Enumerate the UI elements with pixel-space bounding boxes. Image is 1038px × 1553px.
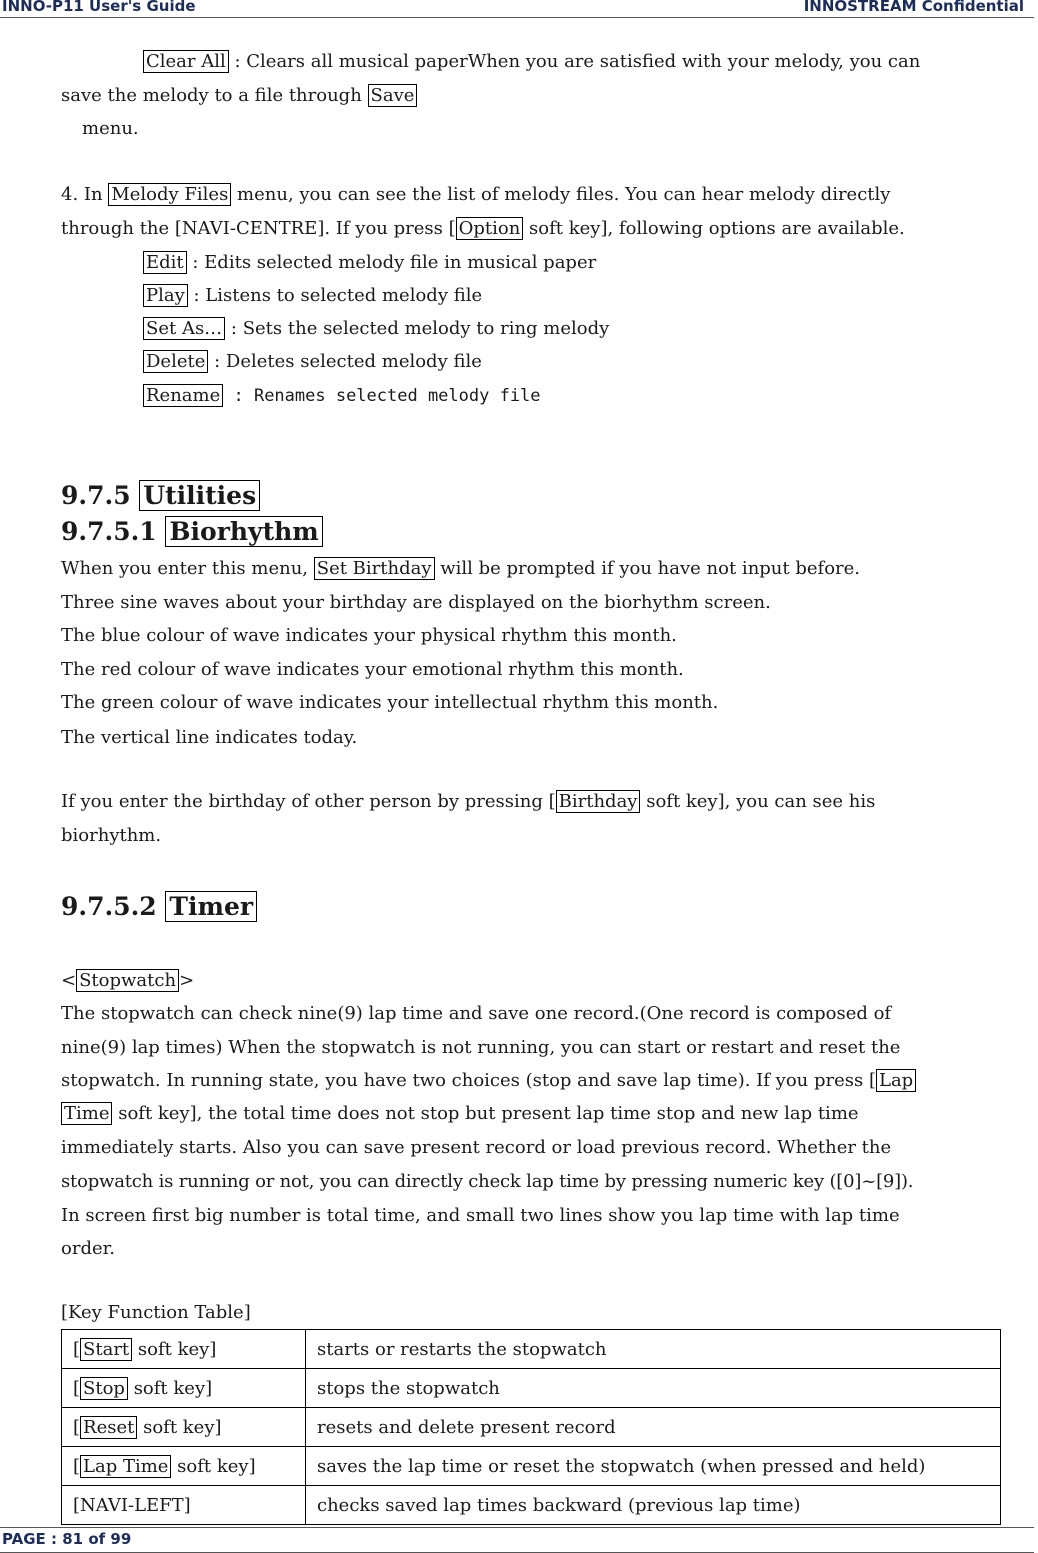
option-delete-term: Delete <box>143 350 208 373</box>
table-key-cell <box>62 1447 306 1486</box>
key-pre: [ <box>73 1416 81 1438</box>
table-row <box>62 1486 1001 1525</box>
heading-utilities <box>61 480 260 512</box>
sw-l4-post: soft key], the total time does not stop but present lap time stop and new lap time <box>112 1103 859 1124</box>
table-row <box>62 1408 1001 1447</box>
heading-timer <box>61 891 257 923</box>
table-desc-cell: starts or restarts the stopwatch <box>306 1330 1001 1369</box>
option-edit-term: Edit <box>143 251 187 274</box>
table-desc-cell: checks saved lap times backward (previous lap time) <box>306 1486 1001 1525</box>
table-key-cell <box>62 1408 306 1447</box>
melody-l2-post: soft key], following options are available. <box>523 218 905 239</box>
page-header <box>0 0 1034 18</box>
clear-all-line <box>143 51 920 73</box>
option-rename <box>143 385 541 407</box>
page-number: PAGE : 81 of 99 <box>2 1530 132 1548</box>
table-key-cell <box>62 1486 306 1525</box>
stopwatch-line-3 <box>61 1070 916 1092</box>
option-set-as <box>143 318 609 340</box>
option-set-as-term: Set As… <box>143 317 225 340</box>
heading-biorhythm <box>61 516 323 548</box>
clear-all-desc: : Clears all musical paperWhen you are satisfied with your melody, you can <box>228 51 921 72</box>
key-post: soft key] <box>171 1455 256 1477</box>
heading-biorhythm-title: Biorhythm <box>165 516 322 547</box>
bio-p2-pre: If you enter the birthday of other person by pressing [ <box>61 791 556 812</box>
melody-l2-pre: through the [NAVI-CENTRE]. If you press [ <box>61 218 456 239</box>
melody-l1-post: menu, you can see the list of melody files. You can hear melody directly <box>231 184 891 205</box>
heading-utilities-title: Utilities <box>139 480 260 511</box>
table-key-cell <box>62 1330 306 1369</box>
key-pre: [ <box>73 1338 81 1360</box>
key-function-table <box>61 1329 1001 1525</box>
header-doc-title: INNO-P11 User's Guide <box>2 0 196 15</box>
stopwatch-line-6: stopwatch is running or not, you can directly check lap time by pressing numeric key ([0]~[9]). <box>61 1171 914 1192</box>
stopwatch-line-5: immediately starts. Also you can save present record or load previous record. Whether the <box>61 1137 892 1158</box>
stopwatch-heading <box>61 970 194 992</box>
key-post: [NAVI-LEFT] <box>73 1494 191 1516</box>
reset-term: Reset <box>80 1416 137 1439</box>
biorhythm-line-1 <box>61 558 860 580</box>
key-post: soft key] <box>137 1416 222 1438</box>
header-confidential: INNOSTREAM Confidential <box>803 0 1024 15</box>
key-post: soft key] <box>127 1377 213 1399</box>
stopwatch-bracket-right: > <box>179 970 195 991</box>
melody-l1-pre: 4. In <box>61 184 109 205</box>
biorhythm-line-4: The red colour of wave indicates your emotional rhythm this month. <box>61 659 684 680</box>
option-delete <box>143 351 482 373</box>
stopwatch-line-8: order. <box>61 1238 115 1259</box>
biorhythm-para-2-line-2: biorhythm. <box>61 825 162 846</box>
heading-timer-title: Timer <box>165 891 257 922</box>
birthday-term: Birthday <box>556 790 641 813</box>
option-play <box>143 285 482 307</box>
option-term: Option <box>456 217 524 240</box>
heading-utilities-num: 9.7.5 <box>61 481 140 510</box>
biorhythm-line-5: The green colour of wave indicates your intellectual rhythm this month. <box>61 692 719 713</box>
option-delete-desc: : Deletes selected melody file <box>208 351 482 372</box>
clear-all-line-2 <box>61 85 417 107</box>
melody-files-term: Melody Files <box>108 183 231 206</box>
bio-l1-post: will be prompted if you have not input before. <box>434 558 861 579</box>
lap-time-term: Lap Time <box>80 1455 171 1478</box>
page-footer <box>0 1527 1034 1553</box>
bio-p2-post: soft key], you can see his <box>640 791 876 812</box>
stopwatch-line-1: The stopwatch can check nine(9) lap time and save one record.(One record is composed of <box>61 1003 892 1024</box>
set-birthday-term: Set Birthday <box>314 557 435 580</box>
heading-biorhythm-num: 9.7.5.1 <box>61 517 166 546</box>
option-edit <box>143 252 596 274</box>
option-edit-desc: : Edits selected melody file in musical paper <box>186 252 597 273</box>
table-desc-cell: stops the stopwatch <box>306 1369 1001 1408</box>
option-rename-desc: : Renames selected melody file <box>223 386 541 406</box>
key-pre: [ <box>73 1455 81 1477</box>
key-pre: [ <box>73 1377 81 1399</box>
lap-term: Lap <box>876 1069 916 1092</box>
stopwatch-line-2: nine(9) lap times) When the stopwatch is not running, you can start or restart and reset the <box>61 1037 901 1058</box>
heading-timer-num: 9.7.5.2 <box>61 892 166 921</box>
stopwatch-line-7: In screen first big number is total time, and small two lines show you lap time with lap time <box>61 1205 900 1226</box>
option-play-term: Play <box>143 284 188 307</box>
bio-l1-pre: When you enter this menu, <box>61 558 314 579</box>
time-term: Time <box>61 1102 112 1125</box>
table-desc-cell: resets and delete present record <box>306 1408 1001 1447</box>
option-set-as-desc: : Sets the selected melody to ring melody <box>225 318 610 339</box>
biorhythm-line-6: The vertical line indicates today. <box>61 727 358 748</box>
clear-all-line2-text: save the melody to a file through <box>61 85 368 106</box>
table-row <box>62 1447 1001 1486</box>
stopwatch-bracket-left: < <box>61 970 77 991</box>
biorhythm-line-2: Three sine waves about your birthday are displayed on the biorhythm screen. <box>61 592 771 613</box>
clear-all-term: Clear All <box>143 50 229 73</box>
key-post: soft key] <box>132 1338 217 1360</box>
table-row <box>62 1369 1001 1408</box>
table-row <box>62 1330 1001 1369</box>
key-table-title: [Key Function Table] <box>61 1302 251 1323</box>
start-term: Start <box>80 1338 132 1361</box>
melody-files-line-1 <box>61 184 890 206</box>
stopwatch-line-4 <box>61 1103 859 1125</box>
option-rename-term: Rename <box>143 384 223 407</box>
sw-l3-pre: stopwatch. In running state, you have two choices (stop and save lap time). If you press [ <box>61 1070 876 1091</box>
melody-files-line-2 <box>61 218 905 240</box>
table-key-cell <box>62 1369 306 1408</box>
clear-all-line-3: menu. <box>82 118 139 139</box>
biorhythm-para-2 <box>61 791 875 813</box>
option-play-desc: : Listens to selected melody file <box>187 285 483 306</box>
stop-term: Stop <box>80 1377 128 1400</box>
biorhythm-line-3: The blue colour of wave indicates your physical rhythm this month. <box>61 625 677 646</box>
save-term: Save <box>368 84 418 107</box>
stopwatch-term: Stopwatch <box>76 969 179 992</box>
table-desc-cell: saves the lap time or reset the stopwatch (when pressed and held) <box>306 1447 1001 1486</box>
